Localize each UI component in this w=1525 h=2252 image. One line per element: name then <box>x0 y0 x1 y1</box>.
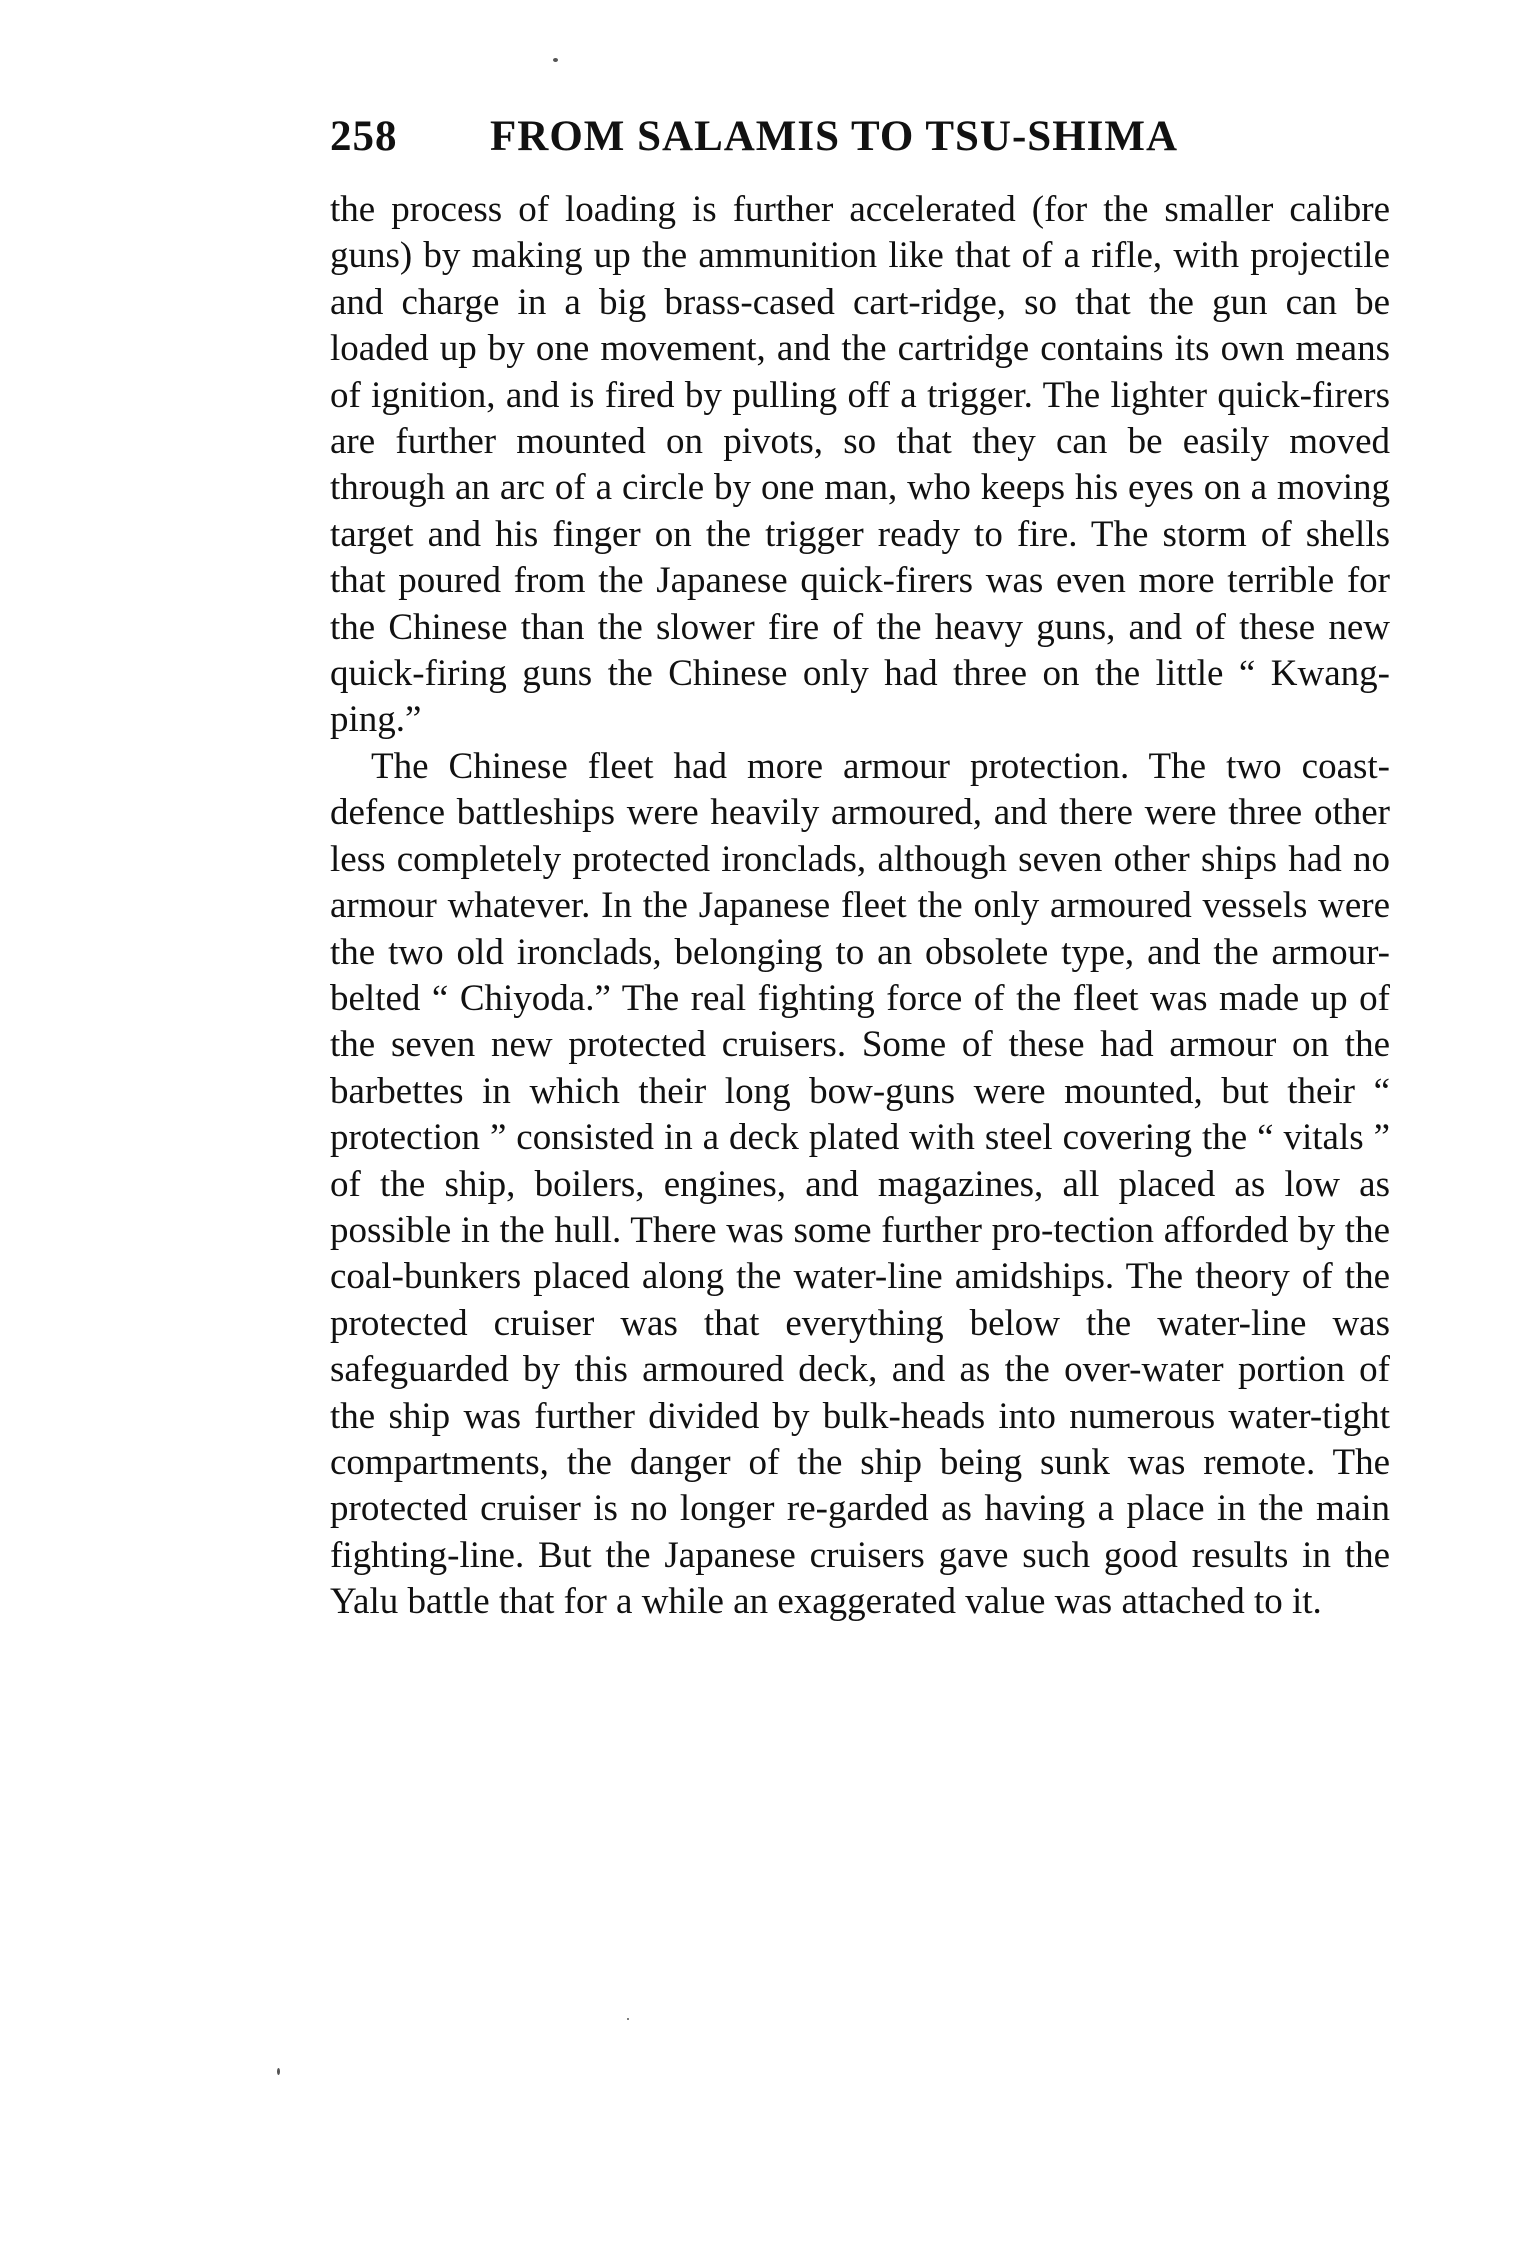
page-header <box>330 112 1380 172</box>
paragraph-armour: The Chinese fleet had more armour protection. The two coast-defence battleships were heavily armoured, and there were three other less completely protected ironclads, although seven other ships had no armour whatever. In the Japanese fleet the only armoured vessels were the two old ironclads, belonging to an obsolete type, and the armour-belted “ Chiyoda.” The real fighting force of the fleet was made up of the seven new protected cruisers. Some of these had armour on the barbettes in which their long bow-guns were mounted, but their “ protection ” consisted in a deck plated with steel covering the “ vitals ” of the ship, boilers, engines, and magazines, all placed as low as possible in the hull. There was some further pro-tection afforded by the coal-bunkers placed along the water-line amidships. The theory of the protected cruiser was that everything below the water-line was safeguarded by this armoured deck, and as the over-water portion of the ship was further divided by bulk-heads into numerous water-tight compartments, the danger of the ship being sunk was remote. The protected cruiser is no longer re-garded as having a place in the main fighting-line. But the Japanese cruisers gave such good results in the Yalu battle that for a while an exaggerated value was attached to it. <box>330 745 1390 1623</box>
print-speck <box>277 2068 280 2075</box>
body-text <box>330 187 1390 1626</box>
running-title: FROM SALAMIS TO TSU-SHIMA <box>490 113 1179 160</box>
print-speck <box>553 58 558 62</box>
print-speck <box>627 2018 629 2020</box>
page-number: 258 <box>330 113 398 160</box>
paragraph-continued: the process of loading is further accelerated (for the smaller calibre guns) by making up the ammunition like that of a rifle, with projectile and charge in a big brass-cased cart-ridge, so that the gun can be loaded up by one movement, and the cartridge contains its own means of ignition, and is fired by pulling off a trigger. The lighter quick-firers are further mounted on pivots, so that they can be easily moved through an arc of a circle by one man, who keeps his eyes on a moving target and his finger on the trigger ready to fire. The storm of shells that poured from the Japanese quick-firers was even more terrible for the Chinese than the slower fire of the heavy guns, and of these new quick-firing guns the Chinese only had three on the little “ Kwang-ping.” <box>330 189 1390 741</box>
